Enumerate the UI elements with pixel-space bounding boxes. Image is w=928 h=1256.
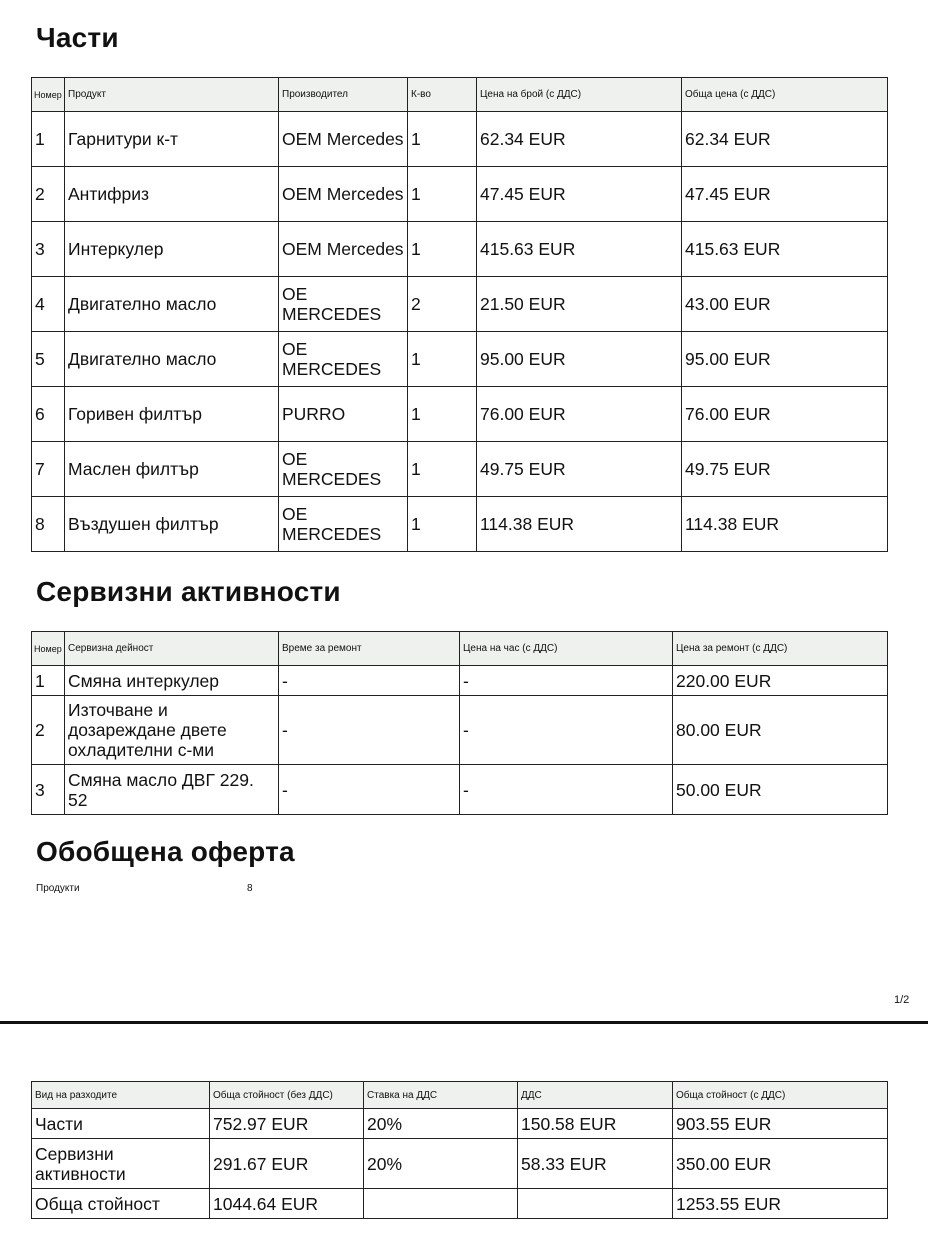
services-table xyxy=(31,631,888,815)
hourly-price-cell: - xyxy=(460,696,673,765)
quantity-cell: 1 xyxy=(408,332,477,387)
quantity-cell: 1 xyxy=(408,112,477,167)
row-number-cell: 8 xyxy=(32,497,65,552)
col-header-vat-rate: Ставка на ДДС xyxy=(364,1082,518,1109)
total-price-cell: 95.00 EUR xyxy=(682,332,888,387)
services-header-row xyxy=(32,632,888,666)
col-header-total-price: Обща цена (с ДДС) xyxy=(682,78,888,112)
manufacturer-cell: OE MERCEDES xyxy=(279,332,408,387)
activity-cell: Смяна интеркулер xyxy=(65,666,279,696)
total-price-cell: 114.38 EUR xyxy=(682,497,888,552)
quantity-cell: 1 xyxy=(408,497,477,552)
col-header-repair-time: Време за ремонт xyxy=(279,632,460,666)
quantity-cell: 1 xyxy=(408,442,477,497)
row-number-cell: 2 xyxy=(32,167,65,222)
table-row xyxy=(32,387,888,442)
vat-cell: 58.33 EUR xyxy=(518,1139,673,1189)
product-cell: Двигателно масло xyxy=(65,277,279,332)
unit-price-cell: 415.63 EUR xyxy=(477,222,682,277)
repair-time-cell: - xyxy=(279,666,460,696)
row-number-cell: 5 xyxy=(32,332,65,387)
unit-price-cell: 62.34 EUR xyxy=(477,112,682,167)
product-cell: Антифриз xyxy=(65,167,279,222)
unit-price-cell: 95.00 EUR xyxy=(477,332,682,387)
row-number-cell: 1 xyxy=(32,666,65,696)
manufacturer-cell: OE MERCEDES xyxy=(279,277,408,332)
manufacturer-cell: OE MERCEDES xyxy=(279,497,408,552)
product-cell: Интеркулер xyxy=(65,222,279,277)
repair-price-cell: 220.00 EUR xyxy=(673,666,888,696)
table-row xyxy=(32,332,888,387)
manufacturer-cell: PURRO xyxy=(279,387,408,442)
manufacturer-cell: OE MERCEDES xyxy=(279,442,408,497)
unit-price-cell: 21.50 EUR xyxy=(477,277,682,332)
manufacturer-cell: OEM Mercedes xyxy=(279,167,408,222)
quantity-cell: 1 xyxy=(408,167,477,222)
table-row xyxy=(32,666,888,696)
col-header-manufacturer: Производител xyxy=(279,78,408,112)
repair-price-cell: 80.00 EUR xyxy=(673,696,888,765)
col-header-activity: Сервизна дейност xyxy=(65,632,279,666)
repair-time-cell: - xyxy=(279,696,460,765)
manufacturer-cell: OEM Mercedes xyxy=(279,112,408,167)
summary-title: Обобщена оферта xyxy=(36,836,295,867)
col-header-net: Обща стойност (без ДДС) xyxy=(210,1082,364,1109)
col-header-gross: Обща стойност (с ДДС) xyxy=(673,1082,888,1109)
unit-price-cell: 76.00 EUR xyxy=(477,387,682,442)
quantity-cell: 1 xyxy=(408,222,477,277)
row-number-cell: 2 xyxy=(32,696,65,765)
row-number-cell: 1 xyxy=(32,112,65,167)
vat-rate-cell: 20% xyxy=(364,1109,518,1139)
product-cell: Гарнитури к-т xyxy=(65,112,279,167)
col-header-hourly-price: Цена на час (с ДДС) xyxy=(460,632,673,666)
gross-value-cell: 350.00 EUR xyxy=(673,1139,888,1189)
table-row xyxy=(32,442,888,497)
table-row xyxy=(32,222,888,277)
product-cell: Маслен филтър xyxy=(65,442,279,497)
table-row xyxy=(32,167,888,222)
total-price-cell: 76.00 EUR xyxy=(682,387,888,442)
row-number-cell: 3 xyxy=(32,222,65,277)
net-value-cell: 1044.64 EUR xyxy=(210,1189,364,1219)
table-row xyxy=(32,1109,888,1139)
hourly-price-cell: - xyxy=(460,666,673,696)
table-row xyxy=(32,1189,888,1219)
summary-products-count: 8 xyxy=(247,883,253,894)
total-price-cell: 43.00 EUR xyxy=(682,277,888,332)
col-header-repair-price: Цена за ремонт (с ДДС) xyxy=(673,632,888,666)
table-row xyxy=(32,765,888,815)
gross-value-cell: 1253.55 EUR xyxy=(673,1189,888,1219)
cost-type-cell: Сервизни активности xyxy=(32,1139,210,1189)
col-header-number: Номер xyxy=(32,78,65,112)
col-header-number: Номер xyxy=(32,632,65,666)
row-number-cell: 7 xyxy=(32,442,65,497)
total-price-cell: 62.34 EUR xyxy=(682,112,888,167)
parts-header-row xyxy=(32,78,888,112)
manufacturer-cell: OEM Mercedes xyxy=(279,222,408,277)
row-number-cell: 3 xyxy=(32,765,65,815)
net-value-cell: 752.97 EUR xyxy=(210,1109,364,1139)
vat-rate-cell xyxy=(364,1189,518,1219)
vat-cell xyxy=(518,1189,673,1219)
quantity-cell: 1 xyxy=(408,387,477,442)
unit-price-cell: 49.75 EUR xyxy=(477,442,682,497)
summary-products-label: Продукти xyxy=(36,883,80,894)
col-header-cost-type: Вид на разходите xyxy=(32,1082,210,1109)
product-cell: Двигателно масло xyxy=(65,332,279,387)
table-row xyxy=(32,1139,888,1189)
col-header-vat: ДДС xyxy=(518,1082,673,1109)
repair-price-cell: 50.00 EUR xyxy=(673,765,888,815)
cost-type-cell: Обща стойност xyxy=(32,1189,210,1219)
table-row xyxy=(32,696,888,765)
total-price-cell: 47.45 EUR xyxy=(682,167,888,222)
table-row xyxy=(32,277,888,332)
col-header-quantity: К-во xyxy=(408,78,477,112)
total-price-cell: 415.63 EUR xyxy=(682,222,888,277)
product-cell: Въздушен филтър xyxy=(65,497,279,552)
unit-price-cell: 47.45 EUR xyxy=(477,167,682,222)
parts-table xyxy=(31,77,888,552)
gross-value-cell: 903.55 EUR xyxy=(673,1109,888,1139)
unit-price-cell: 114.38 EUR xyxy=(477,497,682,552)
col-header-unit-price: Цена на брой (с ДДС) xyxy=(477,78,682,112)
quantity-cell: 2 xyxy=(408,277,477,332)
row-number-cell: 4 xyxy=(32,277,65,332)
costs-table xyxy=(31,1081,888,1219)
vat-cell: 150.58 EUR xyxy=(518,1109,673,1139)
costs-header-row xyxy=(32,1082,888,1109)
activity-cell: Източване и дозареждане двете охладителни с-ми xyxy=(65,696,279,765)
cost-type-cell: Части xyxy=(32,1109,210,1139)
page-number: 1/2 xyxy=(894,994,910,1006)
row-number-cell: 6 xyxy=(32,387,65,442)
product-cell: Горивен филтър xyxy=(65,387,279,442)
col-header-product: Продукт xyxy=(65,78,279,112)
total-price-cell: 49.75 EUR xyxy=(682,442,888,497)
net-value-cell: 291.67 EUR xyxy=(210,1139,364,1189)
table-row xyxy=(32,497,888,552)
vat-rate-cell: 20% xyxy=(364,1139,518,1189)
parts-title: Части xyxy=(36,22,119,53)
table-row xyxy=(32,112,888,167)
hourly-price-cell: - xyxy=(460,765,673,815)
services-title: Сервизни активности xyxy=(36,576,341,607)
repair-time-cell: - xyxy=(279,765,460,815)
page-divider xyxy=(0,1021,928,1024)
activity-cell: Смяна масло ДВГ 229. 52 xyxy=(65,765,279,815)
